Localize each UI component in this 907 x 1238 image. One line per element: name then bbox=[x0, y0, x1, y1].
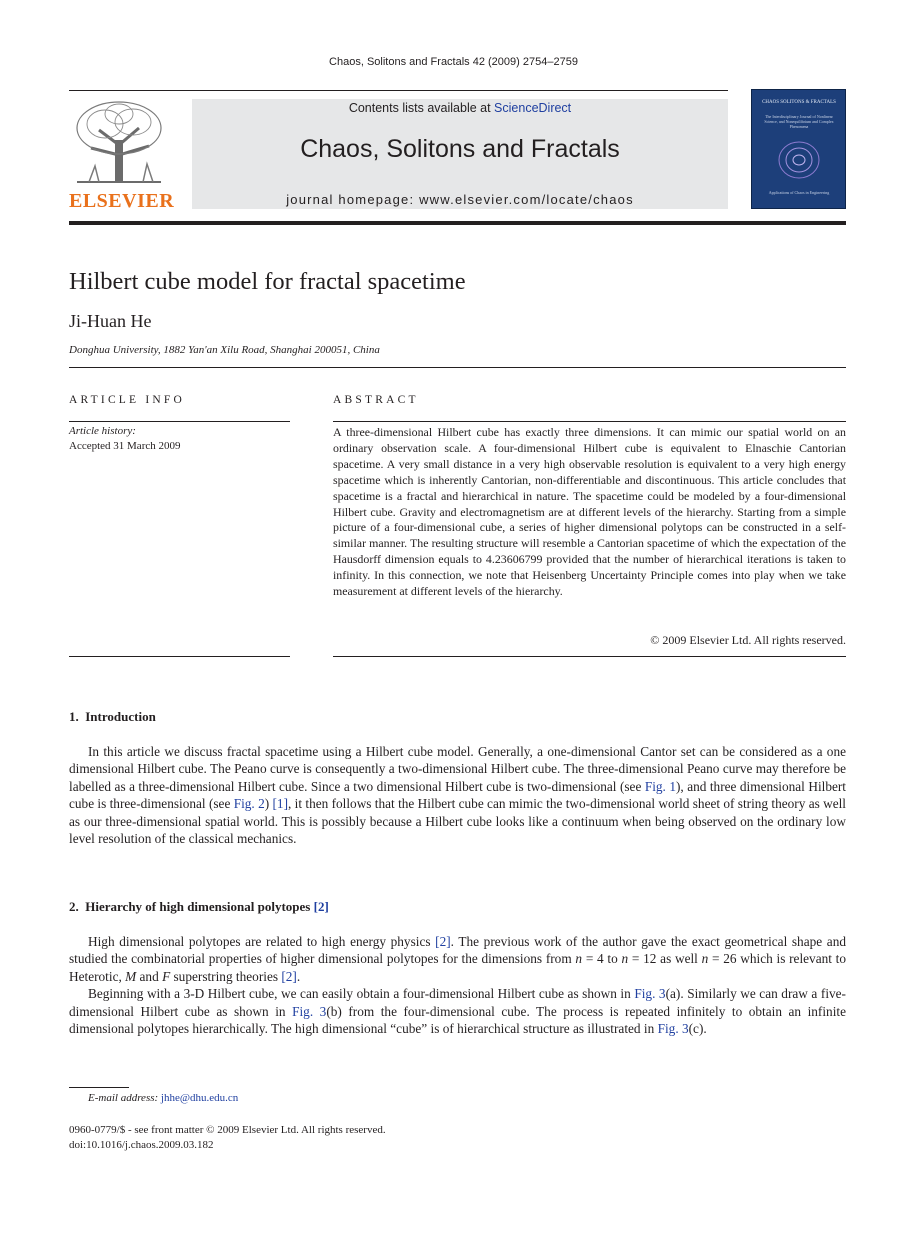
tree-icon bbox=[69, 100, 169, 190]
front-matter-line: 0960-0779/$ - see front matter © 2009 Elsevier Ltd. All rights reserved. bbox=[69, 1124, 386, 1136]
text-span: = 26 which is relevant to Heterotic, bbox=[69, 951, 850, 984]
section-2-heading bbox=[69, 899, 329, 915]
fractal-cover-icon bbox=[774, 138, 824, 182]
article-title: Hilbert cube model for fractal spacetime bbox=[69, 268, 466, 295]
ref-2-link[interactable]: [2] bbox=[435, 934, 451, 949]
ref-2-heading-link[interactable]: [2] bbox=[313, 899, 329, 914]
text-span: Beginning with a 3-D Hilbert cube, we can easily obtain a four-dimensional Hilbert cube as shown in bbox=[88, 986, 635, 1002]
text-span: superstring theories bbox=[170, 968, 282, 984]
abstract-copyright: © 2009 Elsevier Ltd. All rights reserved. bbox=[650, 633, 846, 647]
text-span: (b) from the four-dimensional cube. The process is repeated infinitely to obtain an infinite dimensional polytopes hierarchically. The high dimensional “cube” is of hierarchical structure as illustrated in bbox=[69, 1003, 850, 1037]
text-span: ) bbox=[264, 796, 273, 812]
text-span: (a). Similarly we can draw a five-dimensional Hilbert cube as shown in bbox=[69, 986, 846, 1019]
journal-masthead bbox=[192, 99, 728, 209]
paragraph bbox=[69, 933, 850, 985]
journal-name: Chaos, Solitons and Fractals bbox=[300, 135, 620, 163]
math-n: n bbox=[701, 951, 709, 967]
accepted-date: Accepted 31 March 2009 bbox=[69, 440, 181, 452]
text-span: , it then follows that the Hilbert cube can mimic the two-dimensional world sheet of string theory as well as our three-dimensional spatial world. This is possibly because a Hilbert cube looks like a continuum when being observed on the ordinary low level resolution of the classical mechanics. bbox=[69, 796, 850, 847]
doi[interactable]: doi:10.1016/j.chaos.2009.03.182 bbox=[69, 1138, 214, 1151]
email-footnote bbox=[88, 1092, 238, 1104]
text-span: In this article we discuss fractal spacetime using a Hilbert cube model. Generally, a one-dimensional Cantor set can be considered as a one dimensional Hilbert cube. The Peano curve is consequently a two-dimensional Hilbert cube. The three-dimensional Peano curve may therefore be labelled as a three-dimensional Hilbert cube. Since a two dimensional Hilbert cube is two-dimensional (see bbox=[69, 744, 850, 794]
ref-2-link[interactable]: [2] bbox=[281, 968, 297, 984]
text-span: and bbox=[136, 968, 163, 984]
paragraph bbox=[69, 985, 850, 1037]
footnote-rule bbox=[69, 1087, 129, 1088]
ref-1-link[interactable]: [1] bbox=[272, 796, 289, 812]
math-f: F bbox=[162, 968, 171, 984]
text-span: = 4 to bbox=[582, 951, 622, 967]
email-label: E-mail address: bbox=[88, 1092, 161, 1104]
fig-3-link[interactable]: Fig. 3 bbox=[292, 1003, 327, 1019]
text-span: ), and three dimensional Hilbert cube is three-dimensional (see bbox=[69, 778, 850, 812]
fig-3-link[interactable]: Fig. 3 bbox=[634, 986, 666, 1002]
header-thick-rule bbox=[69, 221, 846, 225]
text-span: . bbox=[296, 968, 301, 984]
info-rule-bottom bbox=[69, 656, 290, 657]
front-matter bbox=[69, 1123, 386, 1152]
journal-cover-image[interactable] bbox=[751, 89, 846, 209]
abstract-text: A three-dimensional Hilbert cube has exactly three dimensions. It can mimic our spatial world on an ordinary observation scale. A four-dimensional Hilbert cube is equivalent to Elnaschie Cantorian spacetime. A very small distance in a very high observable resolution is equivalent to a very high energy spacetime which is inherently Cantorian, non-differentiable and discontinuous. This article concludes that spacetime is a fractal and hierarchical in nature. The spacetime could be modeled by a four-dimensional Hilbert cube. Gravity and electromagnetism are at different levels of the hierarchy. Starting from a simple picture of a four-dimensional cube, a series of higher dimensional polytops can be constructed in a self-similar manner. The resulting structure will resemble a Cantorian spacetime of which the expectation of the Hausdorff dimension equals to 4.23606799 provided that the number of hierarchical iterations is taken to infinity. In this connection, we note that Heisenberg Uncertainty Principle comes into play when we take measurement at different levels of the hierarchy. bbox=[333, 425, 849, 599]
fig-2-link[interactable]: Fig. 2 bbox=[233, 796, 265, 812]
info-rule-top bbox=[69, 421, 290, 422]
author-affiliation: Donghua University, 1882 Yan'an Xilu Road, Shanghai 200051, China bbox=[69, 344, 380, 356]
text-span: (c). bbox=[688, 1021, 707, 1037]
math-n: n bbox=[575, 951, 583, 967]
cover-subtitle: The Interdisciplinary Journal of Nonlinear Science, and Nonequilibrium and Complex Phenomena bbox=[764, 114, 835, 129]
section-2-heading-text: 2. Hierarchy of high dimensional polytopes bbox=[69, 899, 314, 914]
math-n: n bbox=[621, 951, 629, 967]
journal-homepage[interactable]: journal homepage: www.elsevier.com/locate/chaos bbox=[286, 192, 634, 207]
section-2-body bbox=[69, 933, 850, 1037]
article-info-heading: ARTICLE INFO bbox=[69, 394, 185, 406]
author-name: Ji-Huan He bbox=[69, 311, 152, 331]
abstract-rule-bottom bbox=[333, 656, 846, 657]
abstract-heading: ABSTRACT bbox=[333, 394, 419, 406]
contents-prefix: Contents lists available at bbox=[348, 101, 495, 115]
text-span: . The previous work of the author gave the exact geometrical shape and studied the combinatorial properties of higher dimensional polytopes for the dimensions from bbox=[69, 934, 850, 967]
text-span: = 12 as well bbox=[628, 951, 702, 967]
article-history-label: Article history: bbox=[69, 425, 136, 437]
section-1-heading: 1. Introduction bbox=[69, 709, 156, 724]
fig-3-link[interactable]: Fig. 3 bbox=[657, 1021, 689, 1037]
cover-footer: Applications of Chaos in Engineering bbox=[768, 190, 830, 195]
cover-title: CHAOS SOLITONS & FRACTALS bbox=[762, 100, 836, 105]
publisher-name: ELSEVIER bbox=[69, 190, 175, 212]
email-link[interactable]: jhhe@dhu.edu.cn bbox=[160, 1092, 239, 1104]
journal-citation: Chaos, Solitons and Fractals 42 (2009) 2754–2759 bbox=[329, 56, 578, 68]
paragraph bbox=[69, 743, 850, 847]
math-m: M bbox=[125, 968, 137, 984]
fig-1-link[interactable]: Fig. 1 bbox=[644, 778, 676, 794]
title-rule bbox=[69, 367, 846, 368]
text-span: High dimensional polytopes are related to high energy physics bbox=[88, 934, 436, 949]
masthead-top-rule bbox=[69, 90, 728, 91]
sciencedirect-link[interactable]: ScienceDirect bbox=[494, 101, 572, 115]
section-1-body bbox=[69, 743, 850, 847]
abstract-rule-top bbox=[333, 421, 846, 422]
contents-line bbox=[192, 101, 728, 115]
